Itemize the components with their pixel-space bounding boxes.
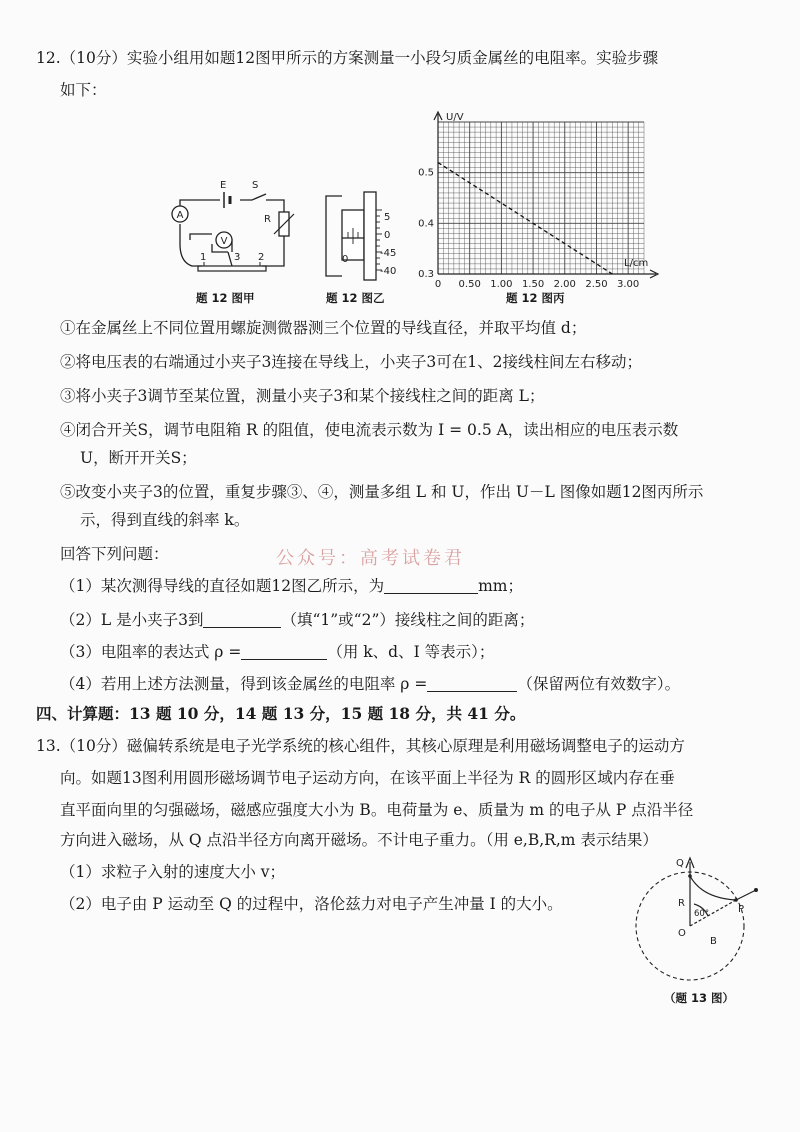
- angle-label: 60°: [694, 909, 710, 919]
- y-tick-label: 0.4: [418, 218, 434, 230]
- radius-label: R: [678, 898, 685, 909]
- u-l-chart: [410, 108, 660, 290]
- step-3: ③将小夹子3调节至某位置，测量小夹子3和某个接线柱之间的距离 L；: [60, 387, 545, 405]
- x-tick-label: 2.50: [585, 279, 608, 290]
- step-1: ①在金属丝上不同位置用螺旋测微器测三个位置的导线直径，并取平均值 d；: [60, 319, 587, 337]
- watermark: 公众号：高考试卷君: [276, 548, 465, 569]
- micrometer-main-0: 0: [342, 254, 349, 265]
- q13-sub1: （1）求粒子入射的速度大小 v；: [60, 863, 286, 881]
- sub-question-4: （4）若用上述方法测量，得到该金属丝的电阻率 ρ = （保留两位有效数字）。: [60, 675, 681, 693]
- y-tick-label: 0.5: [418, 167, 434, 179]
- circuit-diagram: [160, 178, 300, 288]
- svg-text:V: V: [220, 236, 228, 247]
- ammeter-icon: [172, 206, 188, 222]
- caption-bing: 题 12 图丙: [506, 291, 565, 305]
- x-axis-label: L/cm: [624, 258, 649, 269]
- step-5: ⑤改变小夹子3的位置，重复步骤③、④，测量多组 L 和 U，作出 U－L 图像如题12图丙所示: [60, 483, 704, 501]
- answer-blank-3[interactable]: [241, 643, 327, 660]
- x-tick-label: 3.00: [617, 279, 640, 290]
- step-4: ④闭合开关S，调节电阻箱 R 的阻值，使电流表示数为 I = 0.5 A，读出相应的电压表示数: [60, 421, 679, 439]
- micrometer-label-5: 5: [384, 212, 391, 223]
- point-p-label: P: [738, 904, 745, 915]
- clip3-label: 3: [234, 252, 241, 263]
- post1-label: 1: [200, 252, 207, 263]
- wire-board-icon: [198, 262, 266, 271]
- magnetic-field-diagram: [632, 852, 772, 986]
- q12-intro-line1: 12.（10分）实验小组用如题12图甲所示的方案测量一小段匀质金属丝的电阻率。实验步骤: [36, 49, 659, 67]
- answer-blank-2[interactable]: [203, 611, 281, 628]
- step-2: ②将电压表的右端通过小夹子3连接在导线上，小夹子3可在1、2接线柱间左右移动；: [60, 353, 642, 371]
- point-q-label: Q: [676, 858, 684, 869]
- x-tick-label: 2.00: [553, 279, 576, 290]
- switch-label: S: [252, 180, 259, 191]
- rheostat-label: R: [264, 214, 271, 225]
- q13-line4: 方向进入磁场，从 Q 点沿半径方向离开磁场。不计电子重力。（用 e,B,R,m 表示结果）: [60, 831, 658, 849]
- micrometer-label-0: 0: [384, 230, 391, 241]
- answer-blank-1[interactable]: [384, 577, 478, 594]
- x-tick-label: 1.50: [521, 279, 545, 290]
- q13-sub2: （2）电子由 P 运动至 Q 的过程中，洛伦兹力对电子产生冲量 I 的大小。: [60, 895, 563, 913]
- point-o-label: O: [678, 928, 686, 939]
- y-tick-label: 0.3: [418, 269, 434, 280]
- voltmeter-icon: [216, 232, 232, 248]
- sub-question-2: （2）L 是小夹子3到 （填“1”或“2”）接线柱之间的距离；: [60, 611, 535, 629]
- section-4-heading: 四、计算题：13 题 10 分，14 题 13 分，15 题 18 分，共 41 分。: [36, 704, 526, 723]
- micrometer-label-40: -40: [380, 266, 397, 277]
- caption-yi: 题 12 图乙: [326, 291, 385, 305]
- rheostat-icon: [274, 212, 294, 236]
- battery-icon: [224, 192, 230, 208]
- q12-intro-line2: 如下：: [60, 81, 107, 99]
- battery-label: E: [220, 180, 227, 191]
- x-tick-label: 0.50: [458, 279, 481, 290]
- x-tick-label: 0: [434, 279, 442, 290]
- caption-jia: 题 12 图甲: [196, 291, 255, 305]
- y-axis-label: U/V: [446, 112, 464, 123]
- answer-header: 回答下列问题：: [60, 545, 169, 563]
- x-tick-label: 1.00: [490, 279, 513, 290]
- field-b-label: B: [710, 936, 717, 947]
- step-5-cont: 示，得到直线的斜率 k。: [80, 511, 250, 529]
- sub-question-1: （1）某次测得导线的直径如题12图乙所示，为 mm；: [60, 577, 523, 595]
- sub-question-3: （3）电阻率的表达式 ρ = （用 k、d、I 等表示）；: [60, 643, 495, 661]
- q13-line2: 向。如题13图利用圆形磁场调节电子运动方向，在该平面上半径为 R 的圆形区域内存在垂: [60, 769, 675, 787]
- micrometer-label-45: -45: [380, 248, 397, 259]
- step-4-cont: U，断开开关S；: [80, 449, 197, 467]
- micrometer-diagram: [318, 188, 402, 284]
- caption-13: （题 13 图）: [664, 991, 735, 1005]
- answer-blank-4[interactable]: [427, 675, 517, 692]
- post2-label: 2: [258, 252, 265, 263]
- svg-text:A: A: [176, 210, 184, 221]
- q13-line3: 直平面向里的匀强磁场，磁感应强度大小为 B。电荷量为 e、质量为 m 的电子从 P 点沿半径: [60, 801, 694, 819]
- q13-line1: 13.（10分）磁偏转系统是电子光学系统的核心组件，其核心原理是利用磁场调整电子的运动方: [36, 737, 685, 755]
